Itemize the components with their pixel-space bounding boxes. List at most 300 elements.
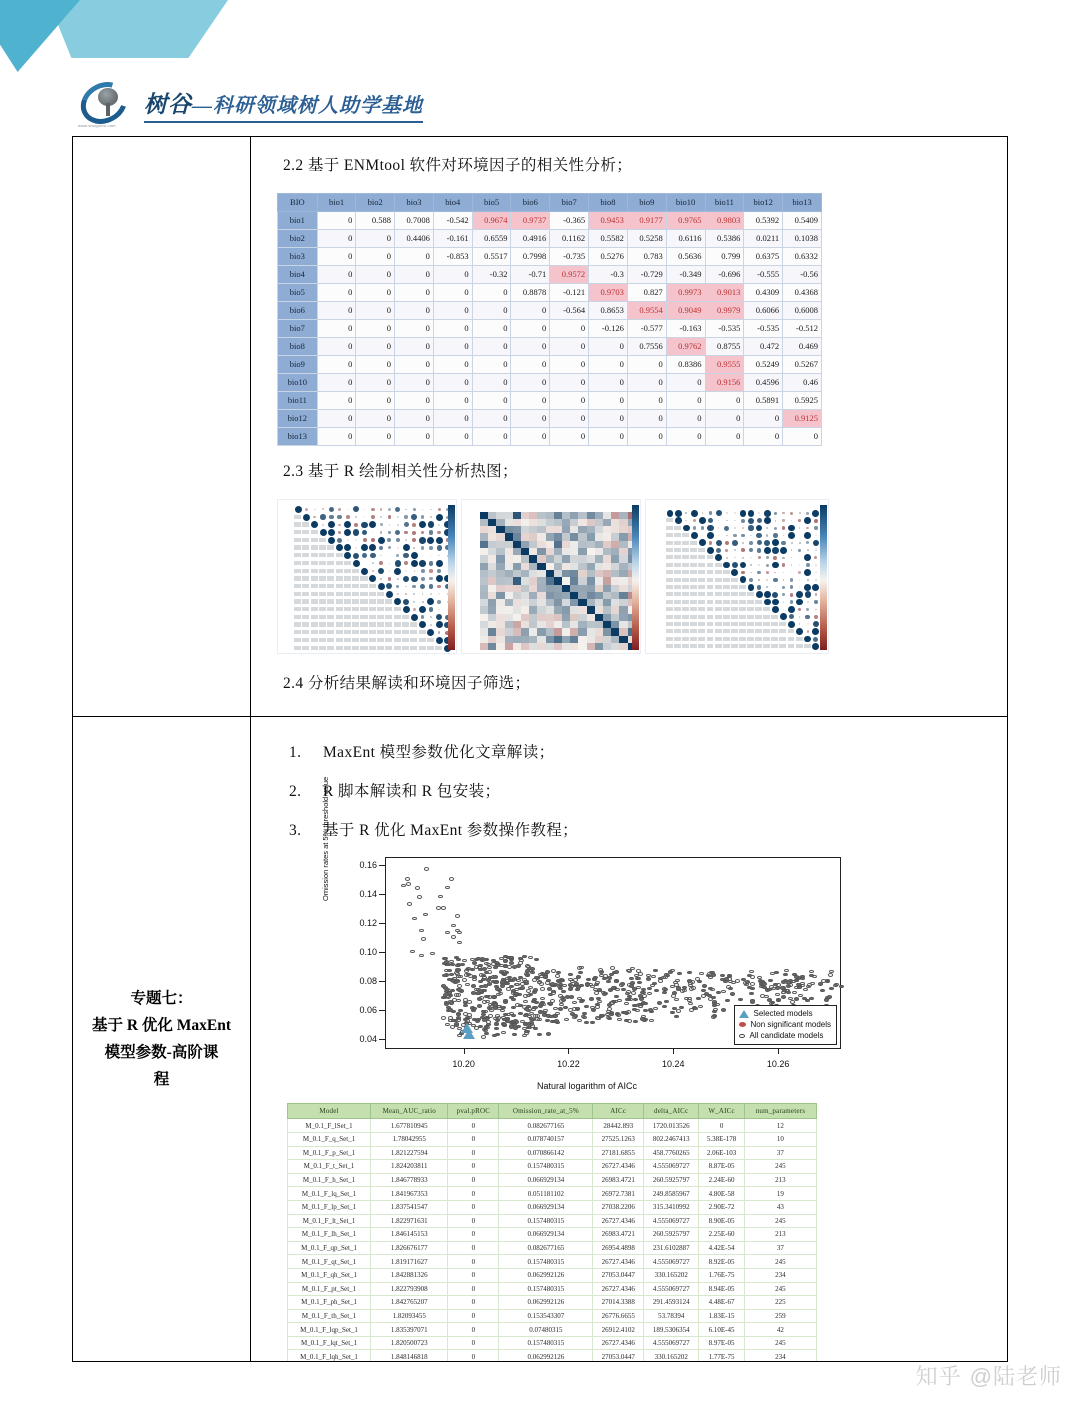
table-cell: 259 [744, 1309, 816, 1323]
correlation-value-text [739, 600, 746, 604]
heatmap-tile [546, 563, 554, 570]
heatmap-tile [578, 621, 586, 628]
correlation-dot [419, 606, 426, 613]
table-cell: 0.082677165 [499, 1119, 593, 1133]
table-cell: 1.77E-75 [699, 1350, 745, 1361]
correlation-value-text [690, 644, 697, 648]
correlation-dot [716, 548, 721, 553]
data-point [770, 972, 775, 975]
correlation-value-text [294, 646, 301, 650]
data-point [670, 1011, 675, 1014]
table-cell: 189.5306354 [644, 1323, 699, 1337]
correlation-value-text [674, 600, 681, 604]
table-cell: 1.822793908 [371, 1282, 448, 1296]
heatmap-tile [603, 570, 611, 577]
table-cell: 0.472 [744, 337, 783, 355]
heatmap-tile [488, 628, 496, 635]
heatmap-tile [505, 526, 513, 533]
data-point [472, 961, 477, 964]
heatmap-tile [488, 526, 496, 533]
heatmap-tile [554, 555, 562, 562]
y-tick-mark [379, 865, 385, 866]
correlation-dot [387, 538, 391, 542]
correlation-dot [329, 515, 334, 520]
data-point [539, 982, 544, 985]
table-row [278, 283, 822, 301]
heatmap-tile [595, 599, 603, 606]
table-cell: 0 [627, 391, 666, 409]
correlation-dot [397, 524, 399, 526]
correlation-dot [364, 516, 366, 518]
correlation-dot [438, 508, 441, 511]
correlation-dot [725, 549, 728, 552]
heatmap-tile [603, 563, 611, 570]
correlation-dot [756, 525, 763, 532]
correlation-value-text [788, 637, 795, 641]
correlation-value-text [302, 638, 309, 642]
table-cell: 27525.1263 [593, 1132, 644, 1146]
correlation-value-text [352, 569, 359, 573]
table-cell: 0 [356, 409, 395, 427]
data-point [493, 975, 498, 978]
heatmap-tile [603, 533, 611, 540]
x-tick-label: 10.24 [662, 1059, 685, 1070]
column-header: bio11 [705, 193, 744, 211]
data-point [501, 1031, 506, 1034]
y-tick-mark [379, 1039, 385, 1040]
data-point [543, 975, 548, 978]
correlation-value-text [294, 615, 301, 619]
data-point [658, 977, 663, 980]
heatmap-tile [496, 606, 504, 613]
data-point [481, 1010, 486, 1013]
row-header: bio3 [278, 247, 318, 265]
data-point [672, 1007, 677, 1010]
table-cell: 1.824203811 [371, 1160, 448, 1174]
correlation-value-text [674, 578, 681, 582]
heatmap-tile [529, 519, 537, 526]
heatmap-tile [496, 563, 504, 570]
table-cell: 0 [395, 265, 434, 283]
heatmap-tile [619, 585, 627, 592]
column-header: num_parameters [744, 1104, 816, 1119]
correlation-dot [427, 629, 434, 636]
table-cell: 234 [744, 1350, 816, 1361]
correlation-value-text [715, 637, 722, 641]
correlation-dot [371, 508, 374, 511]
data-point [639, 997, 644, 1000]
data-point [775, 986, 780, 989]
heatmap-tile [619, 526, 627, 533]
column-header: bio9 [627, 193, 666, 211]
heatmap-tile [529, 563, 537, 570]
correlation-value-text [707, 592, 714, 596]
table-cell: 0 [666, 391, 705, 409]
correlation-value-text [385, 630, 392, 634]
data-point [687, 979, 692, 982]
table-cell: 1.848146818 [371, 1350, 448, 1361]
table-row [288, 1173, 817, 1187]
heatmap-tile [562, 621, 570, 628]
correlation-value-text [666, 637, 673, 641]
table-cell: 0 [433, 355, 472, 373]
table-cell: 0 [472, 355, 511, 373]
correlation-dot [419, 537, 426, 544]
heatmap-tile [603, 643, 611, 650]
table-cell: 0 [448, 1350, 499, 1361]
heatmap-tile [529, 606, 537, 613]
data-point [677, 972, 682, 975]
correlation-value-text [674, 563, 681, 567]
data-point [406, 882, 411, 885]
correlation-value-text [360, 607, 367, 611]
correlation-dot [806, 541, 809, 544]
correlation-dot [430, 555, 432, 557]
data-point [401, 884, 406, 887]
table-cell: M_0.1_F_p_Set_1 [288, 1146, 371, 1160]
table-cell: 0.9765 [666, 211, 705, 229]
data-point [586, 978, 591, 981]
data-point [482, 967, 487, 970]
table-cell: 231.6102887 [644, 1241, 699, 1255]
column-header: pval.pROC [448, 1104, 499, 1119]
correlation-dot [430, 593, 432, 595]
correlation-value-text [402, 622, 409, 626]
table-cell: 0.4406 [395, 229, 434, 247]
correlation-value-text [690, 585, 697, 589]
correlation-dot [804, 569, 811, 576]
heatmap-tile [603, 519, 611, 526]
correlation-value-text [394, 630, 401, 634]
topic-line: 专题七： [130, 989, 193, 1007]
table-cell: 1.82093455 [371, 1309, 448, 1323]
data-point [410, 950, 415, 953]
correlation-value-text [682, 578, 689, 582]
heatmap-tile [496, 526, 504, 533]
table-cell: 0.8386 [666, 355, 705, 373]
table-cell: 0 [448, 1255, 499, 1269]
data-point [512, 965, 517, 968]
heatmap-tile [578, 614, 586, 621]
correlation-dot [812, 628, 819, 635]
correlation-value-text [385, 638, 392, 642]
correlation-value-text [294, 630, 301, 634]
brand-name: 树谷 [144, 91, 192, 117]
correlation-value-text [788, 644, 795, 648]
heatmap-tile [505, 592, 513, 599]
table-cell: 0.066929134 [499, 1200, 593, 1214]
table-cell: 0.9674 [472, 211, 511, 229]
brand-url: www.shugubio.com [78, 123, 116, 128]
table-cell: 0 [395, 337, 434, 355]
correlation-dot [429, 577, 432, 580]
heatmap-tile [603, 592, 611, 599]
table-cell: 4.555069727 [644, 1282, 699, 1296]
table-cell: 0 [433, 319, 472, 337]
data-point [651, 975, 656, 978]
data-point [768, 979, 773, 982]
data-point [674, 998, 679, 1001]
correlation-value-text [302, 584, 309, 588]
heatmap-tile [587, 606, 595, 613]
correlation-value-text [360, 630, 367, 634]
data-point [568, 973, 573, 976]
heatmap-tile [480, 599, 488, 606]
correlation-value-text [715, 629, 722, 633]
heatmap-tile [496, 512, 504, 519]
data-point [647, 992, 652, 995]
heatmap-tile [513, 606, 521, 613]
data-point [676, 1009, 681, 1012]
correlation-dot [372, 570, 374, 572]
heatmap-tile [619, 533, 627, 540]
table-cell: 0 [317, 409, 356, 427]
correlation-value-text [666, 644, 673, 648]
table-cell: 0 [705, 391, 744, 409]
correlation-dot [733, 534, 736, 537]
data-point [590, 1021, 595, 1024]
correlation-dot [322, 524, 324, 526]
correlation-dot [438, 555, 440, 557]
correlation-dot [361, 568, 368, 575]
table-cell: 0 [356, 265, 395, 283]
correlation-value-text [294, 538, 301, 542]
data-point [774, 971, 779, 974]
heatmap-tile [480, 614, 488, 621]
correlation-dot [732, 562, 738, 568]
correlation-value-text [682, 563, 689, 567]
correlation-dot [734, 512, 736, 514]
data-point [548, 993, 553, 996]
correlation-dot [791, 520, 793, 522]
table-header-row [278, 193, 822, 211]
heatmap-tile [505, 555, 513, 562]
correlation-dot [427, 537, 434, 544]
correlation-dot [715, 554, 722, 561]
correlation-dot [799, 564, 801, 566]
heatmap-tile [570, 636, 578, 643]
heatmap-tile [480, 541, 488, 548]
table-cell: 0 [448, 1119, 499, 1133]
table-cell: -0.564 [550, 301, 589, 319]
table-row [288, 1323, 817, 1337]
table-cell: 0.827 [627, 283, 666, 301]
table-cell: 0.051181102 [499, 1187, 593, 1201]
table-cell: 0 [550, 373, 589, 391]
data-point [629, 977, 634, 980]
data-point [442, 974, 447, 977]
correlation-dot [396, 554, 399, 557]
correlation-dot [815, 564, 817, 566]
correlation-dot [788, 606, 795, 613]
correlation-dot [429, 561, 434, 566]
correlation-dot [395, 507, 400, 512]
heatmap-tile [505, 643, 513, 650]
correlation-value-text [302, 622, 309, 626]
correlation-value-text [410, 646, 417, 650]
correlation-dot [757, 571, 761, 575]
table-cell: 0.6332 [783, 247, 822, 265]
correlation-dot [311, 521, 318, 528]
heatmap-tile [595, 519, 603, 526]
correlation-value-text [327, 561, 334, 565]
table-cell: -0.32 [472, 265, 511, 283]
correlation-dot [780, 613, 787, 620]
correlation-value-text [294, 576, 301, 580]
correlation-value-text [682, 644, 689, 648]
correlation-value-text [674, 585, 681, 589]
correlation-dot [362, 553, 367, 558]
table-cell: 260.5925797 [644, 1228, 699, 1242]
correlation-value-text [763, 622, 770, 626]
table-cell: -0.512 [783, 319, 822, 337]
table-cell: 0.5276 [589, 247, 628, 265]
table-cell: 0.5258 [627, 229, 666, 247]
data-point [512, 1033, 517, 1036]
table-cell: 0 [395, 427, 434, 445]
correlation-value-text [690, 541, 697, 545]
data-point [589, 997, 594, 1000]
table-cell: M_0.1_F_lqp_Set_1 [288, 1323, 371, 1337]
correlation-value-text [327, 553, 334, 557]
data-point [496, 1016, 501, 1019]
column-header: bio4 [433, 193, 472, 211]
data-point [676, 986, 681, 989]
data-point [792, 991, 797, 994]
correlation-dot [709, 511, 713, 515]
correlation-value-text [731, 585, 738, 589]
heatmap-tile [619, 570, 627, 577]
correlation-value-text [674, 637, 681, 641]
heatmap-tile [554, 577, 562, 584]
table-cell: 28442.893 [593, 1119, 644, 1133]
correlation-value-text [682, 592, 689, 596]
correlation-dot [305, 508, 307, 510]
correlation-dot [412, 531, 416, 535]
list-item [289, 741, 995, 766]
data-point [595, 981, 600, 984]
correlation-value-text [327, 607, 334, 611]
heatmap-tile [521, 592, 529, 599]
heatmap-tile [611, 519, 619, 526]
heatmap-tile [546, 519, 554, 526]
correlation-value-text [715, 570, 722, 574]
data-point [820, 989, 825, 992]
heatmap-tile [505, 599, 513, 606]
correlation-dot [675, 510, 682, 517]
table-cell: 0 [783, 427, 822, 445]
correlation-value-text [319, 545, 326, 549]
correlation-dot [734, 549, 736, 551]
data-point [575, 1007, 580, 1010]
correlation-dot [758, 556, 761, 559]
data-point [590, 985, 595, 988]
heatmap-tile [505, 548, 513, 555]
heatmap-tile [496, 541, 504, 548]
data-point [693, 1007, 698, 1010]
correlation-dot [782, 557, 784, 559]
table-cell: 0 [356, 301, 395, 319]
table-row [278, 265, 822, 283]
data-point [829, 987, 834, 990]
table-cell: 27014.3388 [593, 1296, 644, 1310]
data-point [839, 985, 844, 988]
correlation-value-text [690, 578, 697, 582]
data-point [534, 958, 539, 961]
table-cell: M_0.1_F_lh_Set_1 [288, 1228, 371, 1242]
correlation-dot [815, 579, 817, 581]
data-point [750, 987, 755, 990]
table-row [278, 319, 822, 337]
heatmap-tile [554, 599, 562, 606]
correlation-dot [396, 585, 399, 588]
course-outline-table [72, 136, 1008, 1362]
correlation-value-text [731, 637, 738, 641]
table-cell: 0.9156 [705, 373, 744, 391]
table-cell: 0.157480315 [499, 1336, 593, 1350]
correlation-dot [804, 584, 811, 591]
table-cell: 8.94E-05 [699, 1282, 745, 1296]
correlation-dot [397, 516, 399, 518]
heatmap-tile [513, 628, 521, 635]
data-point [550, 982, 555, 985]
correlation-dot [386, 591, 393, 598]
correlation-dot [741, 571, 745, 575]
heatmap-tile [480, 636, 488, 643]
correlation-value-text [747, 637, 754, 641]
correlation-dot [379, 561, 383, 565]
section-b-content [251, 717, 1007, 1361]
correlation-value-text [344, 592, 351, 596]
heatmap-tile [546, 512, 554, 519]
table-cell: 0.7998 [511, 247, 550, 265]
heatmap-tile [595, 621, 603, 628]
data-point [507, 965, 512, 968]
correlation-value-text [294, 515, 301, 519]
table-cell: 0 [448, 1214, 499, 1228]
correlation-dot [772, 562, 779, 569]
table-cell: 0.9555 [705, 355, 744, 373]
heatmap-tile [488, 519, 496, 526]
correlation-dot [748, 518, 754, 524]
correlation-value-text [739, 615, 746, 619]
table-cell: 26727.4346 [593, 1255, 644, 1269]
correlation-dot [807, 601, 809, 603]
table-cell: 0.066929134 [499, 1228, 593, 1242]
heatmap-tile [595, 526, 603, 533]
correlation-value-text [410, 622, 417, 626]
heatmap-tile [562, 533, 570, 540]
table-cell: M_0.1_F_qp_Set_1 [288, 1241, 371, 1255]
correlation-dot [380, 516, 382, 518]
data-point [486, 1020, 491, 1023]
heatmap-tile [513, 533, 521, 540]
correlation-dot [421, 569, 425, 573]
column-header: AICc [593, 1104, 644, 1119]
correlation-dot [774, 527, 777, 530]
table-cell: M_0.1_F_h_Set_1 [288, 1173, 371, 1187]
heatmap-tile [537, 526, 545, 533]
correlation-value-text [336, 622, 343, 626]
heatmap-tile [513, 519, 521, 526]
data-point [715, 1003, 720, 1006]
correlation-value-text [731, 622, 738, 626]
data-point [551, 969, 556, 972]
data-point [750, 1000, 755, 1003]
data-point [487, 1006, 492, 1009]
heatmap-tile [480, 548, 488, 555]
correlation-dot [397, 578, 399, 580]
